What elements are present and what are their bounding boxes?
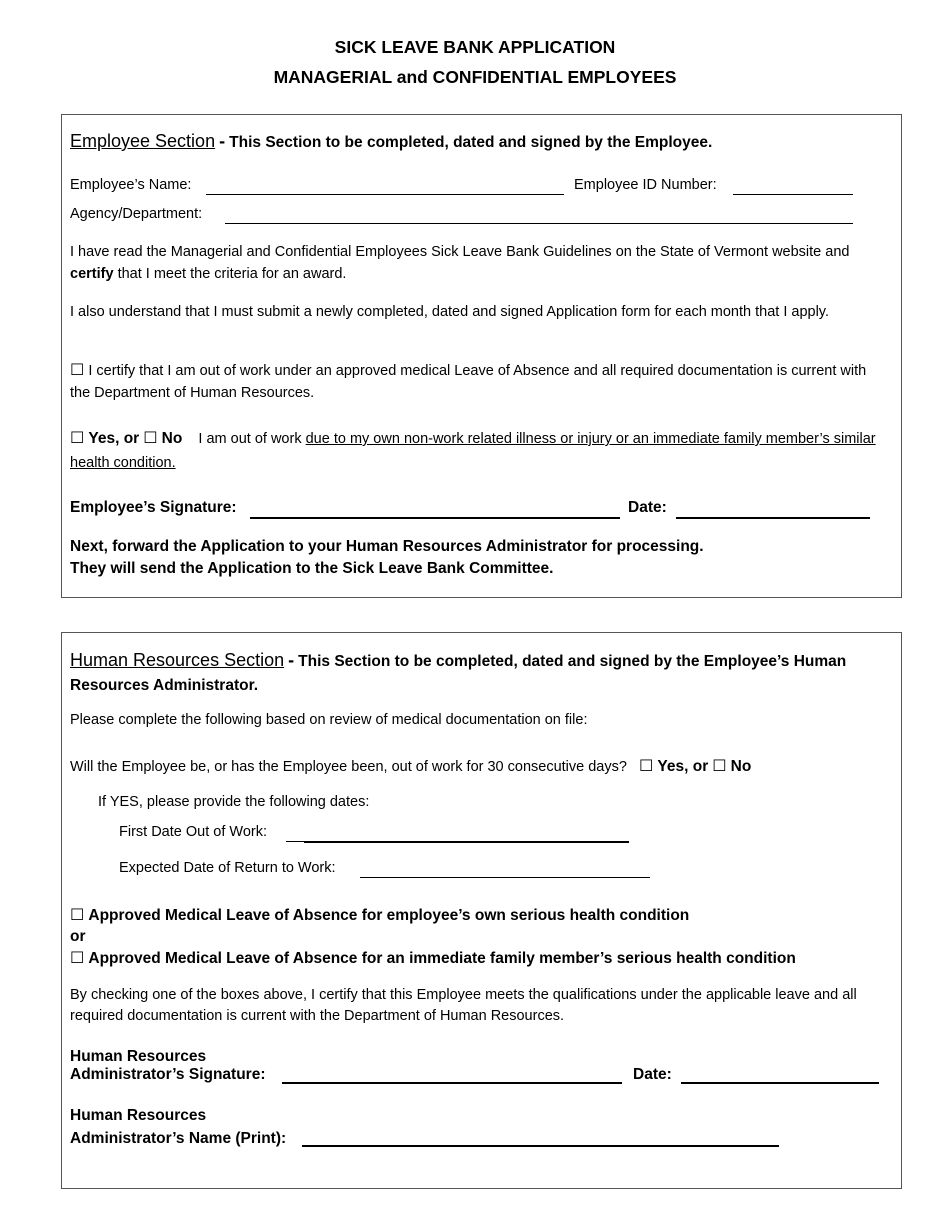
hr-signature-field[interactable] — [282, 1066, 622, 1084]
hr-signature-label: Human Resources Administrator’s Signature: — [70, 1048, 266, 1083]
certify-leave-row — [70, 359, 890, 404]
own-condition-checkbox[interactable]: ☐ — [70, 905, 85, 924]
illness-yes-checkbox[interactable]: ☐ — [70, 428, 85, 447]
hr-section-title: Human Resources Section — [70, 650, 285, 670]
return-date-field[interactable] — [360, 860, 650, 878]
consecutive-days-question: Will the Employee be, or has the Employee been, out of work for 30 consecutive days? — [70, 759, 627, 775]
hr-date-label: Date: — [633, 1066, 672, 1083]
employee-section — [61, 114, 902, 598]
employee-date-label: Date: — [628, 499, 667, 516]
certify-leave-text: I certify that I am out of work under an approved medical Leave of Absence and all required documentation is current with the Department of Human Resources. — [70, 363, 867, 401]
form-title: SICK LEAVE BANK APPLICATION — [334, 37, 616, 57]
employee-section-title: Employee Section — [70, 131, 216, 151]
hr-section-description: This Section to be completed, dated and signed by the Employee’s Human Resources Administrator. — [70, 653, 847, 694]
monthly-application-paragraph: I also understand that I must submit a newly completed, dated and signed Application form for each month that I apply. — [70, 304, 829, 320]
agency-label: Agency/Department: — [70, 206, 203, 222]
forward-instruction-2: They will send the Application to the Sick Leave Bank Committee. — [70, 560, 554, 577]
certify-leave-checkbox[interactable]: ☐ — [70, 360, 85, 379]
illness-no-checkbox[interactable]: ☐ — [143, 428, 158, 447]
if-yes-instruction: If YES, please provide the following dates: — [98, 794, 370, 810]
illness-condition-text: due to my own non-work related illness or injury or an immediate family member’s similar health condition. — [70, 431, 876, 471]
family-condition-checkbox[interactable]: ☐ — [70, 948, 85, 967]
guidelines-paragraph: I have read the Managerial and Confidential Employees Sick Leave Bank Guidelines on the State of Vermont website and certify that I meet the criteria for an award. — [70, 244, 850, 282]
own-condition-text: Approved Medical Leave of Absence for employee’s own serious health condition — [88, 907, 690, 924]
employee-id-field[interactable] — [733, 177, 853, 195]
hr-section — [61, 632, 902, 1189]
employee-name-field[interactable] — [206, 177, 564, 195]
employee-date-field[interactable] — [676, 499, 870, 519]
consecutive-days-row: Will the Employee be, or has the Employee been, out of work for 30 consecutive days? ☐ Yes, or ☐ No — [70, 756, 752, 775]
or-label: or — [70, 928, 86, 945]
first-date-label: First Date Out of Work: — [119, 824, 267, 840]
agency-field[interactable] — [225, 206, 853, 224]
family-condition-row — [70, 948, 796, 968]
forward-instruction-1: Next, forward the Application to your Human Resources Administrator for processing. — [70, 538, 704, 555]
form-subtitle: MANAGERIAL and CONFIDENTIAL EMPLOYEES — [273, 67, 677, 87]
hr-instruction: Please complete the following based on review of medical documentation on file: — [70, 712, 588, 728]
employee-id-label: Employee ID Number: — [574, 177, 717, 193]
employee-signature-label: Employee’s Signature: — [70, 499, 237, 516]
illness-row: ☐ Yes, or ☐ No I am out of work due to my own non-work related illness or injury or an immediate family member’s similar health condition. — [70, 428, 876, 471]
hr-name-label: Human Resources Administrator’s Name (Print): — [70, 1107, 287, 1147]
hr-section-heading: Human Resources Section - This Section to be completed, dated and signed by the Employee’s Human Resources Administrator. — [70, 650, 847, 694]
employee-signature-field[interactable] — [250, 499, 620, 519]
first-date-field[interactable] — [304, 824, 629, 843]
hr-name-field[interactable] — [302, 1128, 779, 1147]
consecutive-no-checkbox[interactable]: ☐ — [712, 756, 727, 775]
return-date-label: Expected Date of Return to Work: — [119, 860, 336, 876]
employee-section-description: This Section to be completed, dated and signed by the Employee. — [229, 134, 713, 151]
hr-date-field[interactable] — [681, 1066, 879, 1084]
own-condition-row — [70, 905, 689, 925]
hr-certification-paragraph: By checking one of the boxes above, I certify that this Employee meets the qualifications under the applicable leave and all required documentation is current with the Department of Human Resources. — [70, 987, 857, 1024]
family-condition-text: Approved Medical Leave of Absence for an immediate family member’s serious health condition — [88, 950, 796, 967]
employee-section-heading: Employee Section - This Section to be completed, dated and signed by the Employee. — [70, 131, 713, 151]
consecutive-yes-checkbox[interactable]: ☐ — [639, 756, 654, 775]
employee-name-label: Employee’s Name: — [70, 177, 192, 193]
